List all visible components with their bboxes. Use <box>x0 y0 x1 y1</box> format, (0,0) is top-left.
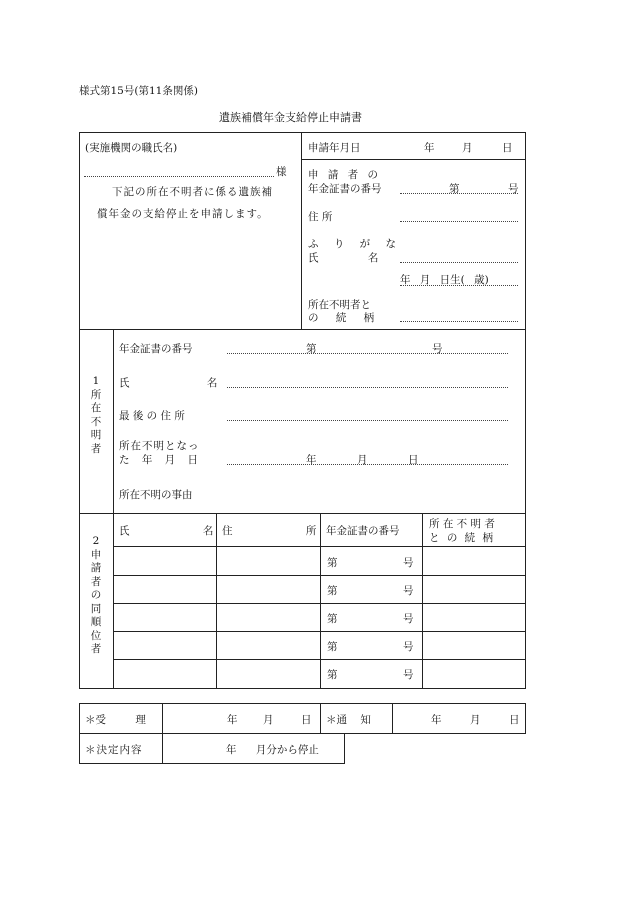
form-number: 様式第15号(第11条関係) <box>79 85 198 97</box>
applicant-name-label: 氏 名 <box>308 252 379 264</box>
col-cert-header: 年金証書の番号 <box>326 525 400 537</box>
row-5-dai: 第 <box>327 669 338 681</box>
row-4-go: 号 <box>403 641 414 653</box>
col-address-header: 住 所 <box>222 525 317 537</box>
col-relation-header-1: 所 在 不 明 者 <box>429 518 495 530</box>
applicant-address-label: 住 所 <box>308 211 333 223</box>
furigana-label: ふ り が な <box>308 238 403 250</box>
application-date-label: 申請年月日 <box>308 142 361 154</box>
row-3-dai: 第 <box>327 613 338 625</box>
mp-address-line <box>227 420 508 421</box>
row-1-dai: 第 <box>327 557 338 569</box>
row-3-go: 号 <box>403 613 414 625</box>
row-2-go: 号 <box>403 585 414 597</box>
col-name-header: 氏 名 <box>119 525 214 537</box>
col-relation-header-2: と の 続 柄 <box>429 532 494 544</box>
mp-address-label: 最 後 の 住 所 <box>119 410 185 422</box>
agency-line <box>84 176 274 177</box>
row-2-dai: 第 <box>327 585 338 597</box>
section-2-title: 2 申請者の同順位者 <box>90 535 102 655</box>
statement-line-2: 償年金の支給停止を申請します。 <box>97 208 269 220</box>
row-5-go: 号 <box>403 669 414 681</box>
applicant-name-line <box>400 262 518 263</box>
mp-reason-label: 所在不明の事由 <box>119 489 193 501</box>
section-1-title: 1 所在不明者 <box>90 375 102 455</box>
form-title: 遺族補償年金支給停止申請書 <box>219 111 362 124</box>
notice-label: ＊通 知 <box>326 714 371 726</box>
mp-name-line <box>227 387 508 388</box>
cert-label-2: 年金証書の番号 <box>308 183 382 195</box>
relation-line <box>400 321 518 322</box>
receipt-label: ＊受 理 <box>85 714 146 726</box>
relation-label-1: 所在不明者と <box>308 299 371 311</box>
applicant-address-line <box>400 221 518 222</box>
decision-label: ＊決定内容 <box>85 744 143 756</box>
applicant-birth: 年 月 日生( 歳) <box>400 274 489 286</box>
mp-cert-label: 年金証書の番号 <box>119 343 193 355</box>
mp-date-label-1: 所在不明となっ <box>119 440 200 452</box>
mp-date-label-2: た 年 月 日 <box>119 454 199 466</box>
row-1-go: 号 <box>403 557 414 569</box>
agency-label: (実施機関の職氏名) <box>85 142 178 154</box>
decision-value: 年 月分から停止 <box>226 744 319 756</box>
statement-line-1: 下記の所在不明者に係る遺族補 <box>112 186 273 198</box>
sama-label: 様 <box>276 166 287 178</box>
cert-label-1: 申 請 者 の <box>308 169 382 181</box>
mp-name-label: 氏 名 <box>119 377 218 389</box>
row-4-dai: 第 <box>327 641 338 653</box>
relation-label-2: の 続 柄 <box>308 312 375 324</box>
